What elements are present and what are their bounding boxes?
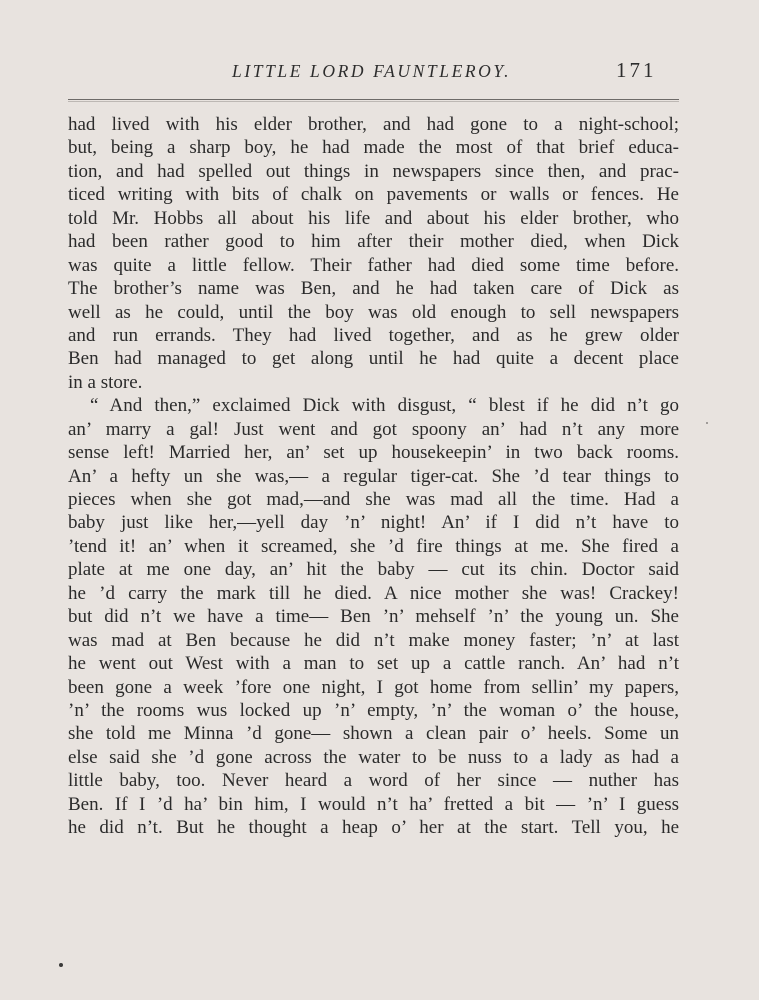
text-line: told Mr. Hobbs all about his life and about his elder brother, who bbox=[68, 207, 679, 229]
text-line: and run errands. They had lived together, and as he grew older bbox=[68, 324, 679, 346]
header-rule bbox=[68, 99, 679, 100]
text-line: pieces when she got mad,—and she was mad all the time. Had a bbox=[68, 489, 679, 510]
text-line: ’tend it! an’ when it screamed, she ’d fire things at me. She fired a bbox=[68, 535, 679, 557]
ink-speck bbox=[59, 963, 63, 967]
text-line: an’ marry a gal! Just went and got spoony an’ had n’t any more bbox=[68, 418, 679, 440]
ink-speck bbox=[706, 422, 708, 424]
text-line: had lived with his elder brother, and had gone to a night-school; bbox=[68, 114, 679, 135]
text-line: sense left! Married her, an’ set up housekeepin’ in two back rooms. bbox=[68, 442, 679, 464]
text-line: been gone a week ’fore one night, I got home from sellin’ my papers, bbox=[68, 676, 679, 698]
running-title: LITTLE LORD FAUNTLEROY. bbox=[232, 61, 512, 81]
text-line: ticed writing with bits of chalk on pavements or walls or fences. He bbox=[68, 184, 679, 206]
text-line: An’ a hefty un she was,— a regular tiger-cat. She ’d tear things to bbox=[68, 465, 679, 487]
running-head bbox=[0, 58, 759, 88]
text-line: but did n’t we have a time— Ben ’n’ mehself ’n’ the young un. She bbox=[68, 606, 679, 628]
text-line: was quite a little fellow. Their father had died some time before. bbox=[68, 254, 679, 276]
text-line: little baby, too. Never heard a word of her since — nuther has bbox=[68, 770, 679, 792]
text-line: “ And then,” exclaimed Dick with disgust, “ blest if he did n’t go bbox=[90, 395, 679, 417]
page-number: 171 bbox=[616, 58, 657, 82]
text-line: he went out West with a man to set up a cattle ranch. An’ had n’t bbox=[68, 653, 679, 675]
text-line: well as he could, until the boy was old enough to sell newspapers bbox=[68, 301, 679, 323]
text-line: was mad at Ben because he did n’t make money faster; ’n’ at last bbox=[68, 629, 679, 651]
text-line: had been rather good to him after their mother died, when Dick bbox=[68, 231, 679, 253]
text-line: ’n’ the rooms wus locked up ’n’ empty, ’n’ the woman o’ the house, bbox=[68, 699, 679, 721]
text-line: The brother’s name was Ben, and he had taken care of Dick as bbox=[68, 278, 679, 300]
text-line: plate at me one day, an’ hit the baby — cut its chin. Doctor said bbox=[68, 559, 679, 581]
body-text bbox=[68, 113, 679, 840]
text-line: tion, and had spelled out things in newspapers since then, and prac- bbox=[68, 160, 679, 182]
text-line: Ben. If I ’d ha’ bin him, I would n’t ha’ fretted a bit — ’n’ I guess bbox=[68, 793, 679, 815]
text-line: baby just like her,—yell day ’n’ night! An’ if I did n’t have to bbox=[68, 512, 679, 534]
text-line: else said she ’d gone across the water to be nuss to a lady as had a bbox=[68, 746, 679, 768]
text-line: she told me Minna ’d gone— shown a clean pair o’ heels. Some un bbox=[68, 723, 679, 745]
text-line: but, being a sharp boy, he had made the most of that brief educa- bbox=[68, 137, 679, 159]
text-line: he did n’t. But he thought a heap o’ her at the start. Tell you, he bbox=[68, 817, 679, 839]
text-line: Ben had managed to get along until he had quite a decent place bbox=[68, 348, 679, 370]
text-line: in a store. bbox=[68, 371, 143, 393]
text-line: he ’d carry the mark till he died. A nice mother she was! Crackey! bbox=[68, 582, 679, 604]
